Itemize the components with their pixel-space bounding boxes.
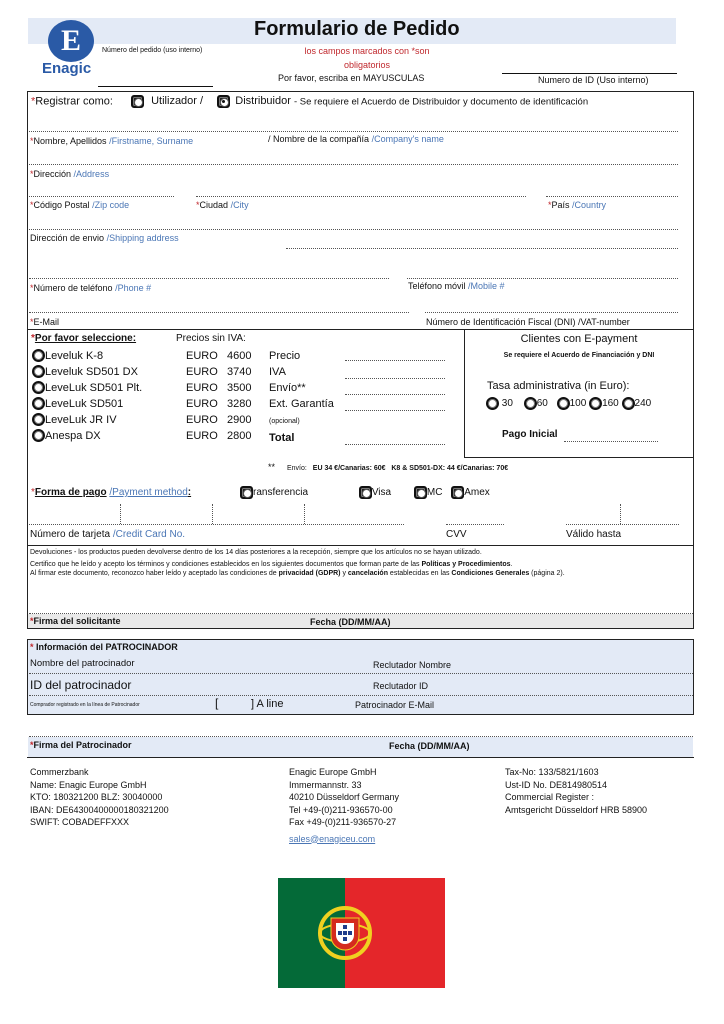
required-note — [287, 46, 447, 70]
sponsor-signature-line[interactable] — [29, 736, 693, 737]
card-separator — [120, 504, 121, 524]
shipping-field-label — [30, 233, 179, 243]
payment-amex-label: Amex — [464, 487, 490, 499]
sponsor-name-line[interactable] — [29, 673, 693, 674]
product-list — [32, 348, 252, 444]
commercial-register-label: Commercial Register : — [505, 792, 595, 802]
quina — [338, 931, 342, 935]
product-radio[interactable] — [32, 349, 45, 362]
country-line[interactable] — [546, 196, 678, 197]
product-radio[interactable] — [32, 365, 45, 378]
totals-list — [269, 348, 449, 446]
fee-240-label: 240 — [634, 398, 652, 410]
shipping-line-2[interactable] — [286, 248, 678, 249]
company-field-label — [268, 134, 444, 144]
country-label: País — [551, 200, 570, 210]
epayment-box — [464, 329, 694, 458]
card-separator — [304, 504, 305, 524]
company-name: Enagic Europe GmbH — [289, 767, 377, 777]
valid-until-label: Válido hasta — [566, 529, 622, 540]
terms-text-part: Certifico que he leído y acepto los términos y condiciones establecidos en los siguientes documentos que forman parte de las — [30, 561, 422, 568]
fee-radio-30[interactable] — [486, 397, 499, 410]
payment-radio-visa[interactable] — [359, 486, 372, 499]
name-label: Nombre, Apellidos — [33, 136, 107, 146]
sponsor-id-label: ID del patrocinador — [30, 678, 132, 692]
quina — [343, 937, 347, 941]
sponsor-name-label: Nombre del patrocinador — [30, 658, 135, 669]
shipping-en-label: /Shipping address — [106, 233, 179, 243]
iva-line[interactable] — [345, 378, 445, 379]
a-line-checkbox[interactable] — [215, 696, 283, 710]
fee-label: Tasa administrativa (in Euro): — [487, 380, 630, 392]
terms-text-part: Al firmar este documento, reconozco haber leído y aceptado las condiciones de — [30, 570, 279, 577]
product-name: LeveLuk JR IV — [45, 414, 117, 426]
epayment-title: Clientes con E-payment — [520, 333, 638, 345]
name-line[interactable] — [29, 131, 678, 132]
mobile-en-label: /Mobile # — [468, 281, 505, 291]
total-label: Ext. Garantía — [269, 398, 334, 410]
product-name: LeveLuk SD501 — [45, 398, 124, 410]
company-label: / Nombre de la compañía — [268, 134, 370, 144]
bank-name: Commerzbank — [30, 767, 89, 777]
page-title: Formulario de Pedido — [254, 18, 460, 40]
company-fax: Fax +49-(0)211-936570-27 — [289, 817, 397, 827]
enagic-logo — [42, 20, 102, 76]
terms-cancel-bold: cancelación — [347, 570, 388, 577]
total-row-total — [269, 430, 449, 446]
terms-privacy — [30, 569, 690, 578]
fee-options — [486, 397, 651, 410]
flag-svg — [278, 878, 445, 988]
recruiter-name-label: Reclutador Nombre — [373, 660, 452, 670]
email-field-label: *E-Mail — [30, 317, 60, 327]
product-name: Leveluk K-8 — [45, 350, 104, 362]
payment-visa-label: Visa — [371, 487, 392, 499]
sponsor-signature-text: Firma del Patrocinador — [33, 740, 132, 750]
mobile-line[interactable] — [407, 278, 678, 279]
product-price: 3500 — [227, 382, 252, 394]
vat-line[interactable] — [425, 312, 678, 313]
company-city: 40210 Düsseldorf Germany — [289, 792, 400, 802]
terms-policies — [30, 560, 690, 569]
zip-line[interactable] — [29, 196, 174, 197]
product-currency: EURO — [186, 430, 218, 442]
sales-email-link[interactable]: sales@enagiceu.com — [289, 833, 376, 844]
registered-buyer-label: Comprador registrado en la línea de Patrocinador — [30, 702, 140, 708]
phone-label: Número de teléfono — [33, 283, 113, 293]
product-currency: EURO — [186, 350, 218, 362]
total-label: Precio — [269, 350, 301, 362]
email-line[interactable] — [29, 312, 409, 313]
product-radio[interactable] — [32, 381, 45, 394]
footer-bank — [30, 766, 169, 829]
fee-radio-240[interactable] — [622, 397, 635, 410]
register-as-row: *Registrar como: Utilizador / Distribuidor - Se requiere el Acuerdo de Distribuidor y documento de identificación — [31, 95, 589, 108]
logo-circle-icon — [48, 20, 94, 62]
card-number-line[interactable] — [29, 524, 404, 525]
distributor-note: - Se requiere el Acuerdo de Distribuidor y documento de identificación — [293, 96, 589, 108]
applicant-signature-line[interactable] — [29, 613, 693, 614]
logo-text: Enagic — [42, 60, 92, 77]
a-line-label: ] A line — [251, 698, 284, 710]
quina — [348, 931, 352, 935]
bank-kto: KTO: 180321200 BLZ: 30040000 — [30, 792, 163, 802]
card-separator — [212, 504, 213, 524]
id-number-line[interactable] — [502, 73, 677, 74]
epayment-note: Se requiere el Acuerdo de Financiación y DNI — [503, 352, 655, 359]
fee-radio-160[interactable] — [589, 397, 602, 410]
name-en-label: /Firstname, Surname — [109, 136, 194, 146]
terms-returns: Devoluciones - los productos pueden devolverse dentro de los 14 días posteriores a la recepción, siempre que los artículos no se hayan utilizado. — [30, 549, 482, 556]
product-currency: EURO — [186, 382, 218, 394]
payment-radio-amex[interactable] — [451, 486, 464, 499]
phone-en-label: /Phone # — [115, 283, 152, 293]
bank-account-name: Name: Enagic Europe GmbH — [30, 779, 147, 790]
prices-heading: Precios sin IVA: — [176, 333, 246, 344]
product-name: LeveLuk SD501 Plt. — [45, 382, 143, 394]
precio-line[interactable] — [345, 360, 445, 361]
product-row[interactable] — [32, 380, 252, 396]
sponsor-signature-bottom — [27, 757, 694, 758]
logo-letter: E — [60, 24, 81, 57]
option-distribuidor-label: Distribuidor — [235, 95, 291, 108]
fee-100-label: 100 — [569, 398, 587, 410]
shipping-line-1[interactable] — [29, 229, 678, 230]
uppercase-note: Por favor, escriba en MAYUSCULAS — [278, 73, 425, 83]
payment-radio-transfer[interactable] — [240, 486, 253, 499]
address-label: Dirección — [33, 169, 72, 179]
portugal-flag-icon — [278, 878, 445, 988]
phone-field-label: *Número de teléfono /Phone # — [30, 283, 152, 293]
total-label: Envío** — [269, 382, 306, 394]
sponsor-id-line[interactable] — [29, 695, 693, 696]
optional-label: (opcional) — [269, 418, 300, 425]
city-label: Ciudad — [199, 200, 229, 210]
country-en-label: /Country — [572, 200, 607, 210]
product-currency: EURO — [186, 366, 218, 378]
id-number-label: Numero de ID (Uso interno) — [538, 75, 649, 85]
product-currency: EURO — [186, 398, 218, 410]
payment-transfer-label: ransferencia — [253, 487, 309, 499]
zip-field-label: *Código Postal /Zip code — [30, 200, 130, 210]
product-radio[interactable] — [32, 429, 45, 442]
mobile-field-label — [408, 281, 505, 291]
company-en-label: /Company's name — [371, 134, 444, 144]
company-street: Immermannstr. 33 — [289, 779, 362, 790]
option-utilizador-label: Utilizador / — [151, 95, 204, 108]
payment-options — [240, 486, 490, 499]
bank-swift: SWIFT: COBADEFFXXX — [30, 817, 130, 827]
payment-colon: : — [187, 487, 192, 498]
total-label: IVA — [269, 366, 286, 378]
terms-top-border — [27, 545, 694, 546]
mobile-label: Teléfono móvil — [408, 281, 466, 291]
fee-radio-60[interactable] — [524, 397, 537, 410]
sponsor-date-label: Fecha (DD/MM/AA) — [389, 741, 470, 751]
fee-60-label: 60 — [536, 398, 548, 410]
total-row-iva — [269, 364, 449, 380]
product-radio[interactable] — [32, 397, 45, 410]
garantia-line[interactable] — [345, 410, 445, 411]
card-number-label: Número de tarjeta — [30, 529, 111, 540]
product-radio[interactable] — [32, 413, 45, 426]
shipping-prefix: Envío: — [286, 465, 307, 472]
city-en-label: /City — [230, 200, 249, 210]
product-price: 3280 — [227, 398, 252, 410]
total-row-envio — [269, 380, 449, 396]
quina — [343, 925, 347, 929]
fee-30-label: 30 — [501, 398, 513, 410]
zip-label: Código Postal — [33, 200, 90, 210]
product-price: 3740 — [227, 366, 252, 378]
required-note-line2: obligatorios — [343, 60, 391, 70]
terms-text-part: (página 2). — [529, 570, 565, 577]
sponsor-signature-label: *Firma del Patrocinador — [30, 740, 132, 750]
product-price: 4600 — [227, 350, 252, 362]
commercial-register: Amtsgericht Düsseldorf HRB 58900 — [505, 804, 648, 815]
product-name: Anespa DX — [45, 430, 101, 442]
applicant-signature-label: *Firma del solicitante — [30, 616, 121, 626]
city-line[interactable] — [196, 196, 526, 197]
envio-line[interactable] — [345, 394, 445, 395]
sponsor-heading: * Información del PATROCINADOR — [30, 642, 178, 652]
required-note-line1: los campos marcados con *son — [304, 46, 430, 56]
shipping-label: Dirección de envio — [30, 233, 105, 243]
terms-text-part: establecidas en las — [387, 570, 452, 577]
terms-text — [30, 548, 690, 578]
phone-line[interactable] — [29, 278, 389, 279]
tax-number: Tax-No: 133/5821/1603 — [505, 767, 599, 777]
total-line[interactable] — [345, 444, 445, 445]
terms-policies-link: Políticas y Procedimientos — [421, 561, 511, 568]
zip-en-label: /Zip code — [92, 200, 130, 210]
shipping-cost-note — [268, 462, 508, 472]
payment-radio-mc[interactable] — [414, 486, 427, 499]
order-number-label: Número del pedido (uso interno) — [102, 47, 203, 54]
product-currency: EURO — [186, 414, 218, 426]
product-name: Leveluk SD501 DX — [45, 366, 138, 378]
ust-id: Ust-ID No. DE814980514 — [505, 779, 608, 790]
product-row[interactable] — [32, 348, 252, 364]
sponsor-heading-text: Información del PATROCINADOR — [36, 642, 178, 652]
terms-conditions-bold: Condiciones Generales — [451, 570, 530, 577]
terms-privacy-bold: privacidad (GDPR) — [278, 570, 341, 577]
order-number-line[interactable] — [98, 86, 213, 87]
product-price: 2800 — [227, 430, 252, 442]
vat-field-label: Número de Identificación Fiscal (DNI) /VAT-number — [426, 317, 630, 327]
total-row-precio — [269, 348, 449, 364]
shipping-cost-text: EU 34 €/Canarias: 60€ K8 & SD501-DX: 44 €/Canarias: 70€ — [312, 465, 509, 472]
cvv-label: CVV — [446, 529, 467, 540]
footer-tax — [505, 766, 647, 816]
payment-mc-label: MC — [426, 487, 443, 499]
footer-company — [289, 766, 399, 845]
fee-radio-100[interactable] — [557, 397, 570, 410]
total-row-garantia — [269, 396, 449, 412]
flag-red-band — [345, 878, 445, 988]
product-row[interactable] — [32, 428, 252, 444]
bracket-open: [ — [215, 696, 219, 710]
initial-payment-label: Pago Inicial — [502, 429, 558, 440]
sponsor-email-label: Patrocinador E-Mail — [355, 700, 435, 710]
city-field-label: *Ciudad /City — [196, 200, 249, 210]
shipping-stars: ** — [268, 462, 276, 472]
register-as-label: Registrar como: — [35, 95, 113, 108]
product-row[interactable] — [32, 364, 252, 380]
card-number-en-label: /Credit Card No. — [112, 529, 186, 540]
total-row-opcional — [269, 412, 449, 430]
product-price: 2900 — [227, 414, 252, 426]
applicant-signature-text: Firma del solicitante — [33, 616, 121, 626]
name-field-label: *Nombre, Apellidos /Firstname, Surname — [30, 136, 194, 146]
cvv-line[interactable] — [446, 524, 504, 525]
address-en-label: /Address — [73, 169, 110, 179]
product-row[interactable] — [32, 396, 252, 412]
radio-distribuidor[interactable] — [217, 95, 230, 108]
terms-text-part: y — [340, 570, 348, 577]
fee-160-label: 160 — [602, 398, 619, 410]
initial-payment-line[interactable] — [564, 441, 658, 442]
applicant-date-label: Fecha (DD/MM/AA) — [310, 617, 391, 627]
payment-en-label: /Payment method — [109, 487, 188, 498]
country-field-label: *País /Country — [548, 200, 607, 210]
valid-line[interactable] — [566, 524, 679, 525]
payment-label: Forma de pago — [34, 487, 107, 498]
bank-iban: IBAN: DE64300400000180321200 — [30, 804, 169, 815]
address-line[interactable] — [29, 164, 678, 165]
recruiter-id-label: Reclutador ID — [373, 681, 429, 691]
product-row[interactable] — [32, 412, 252, 428]
terms-text-part: . — [510, 561, 513, 568]
products-heading: *Por favor seleccione: — [31, 333, 137, 344]
quina — [343, 931, 347, 935]
radio-utilizador[interactable] — [131, 95, 144, 108]
address-field-label: *Dirección /Address — [30, 169, 110, 179]
valid-separator — [620, 504, 621, 524]
products-heading-label: Por favor seleccione: — [34, 333, 137, 344]
payment-method-label: *Forma de pago /Payment method: — [31, 487, 192, 498]
company-tel: Tel +49-(0)211-936570-00 — [289, 804, 393, 815]
email-label: E-Mail — [33, 317, 60, 327]
card-number-field-label — [30, 529, 185, 540]
total-label: Total — [269, 432, 295, 444]
